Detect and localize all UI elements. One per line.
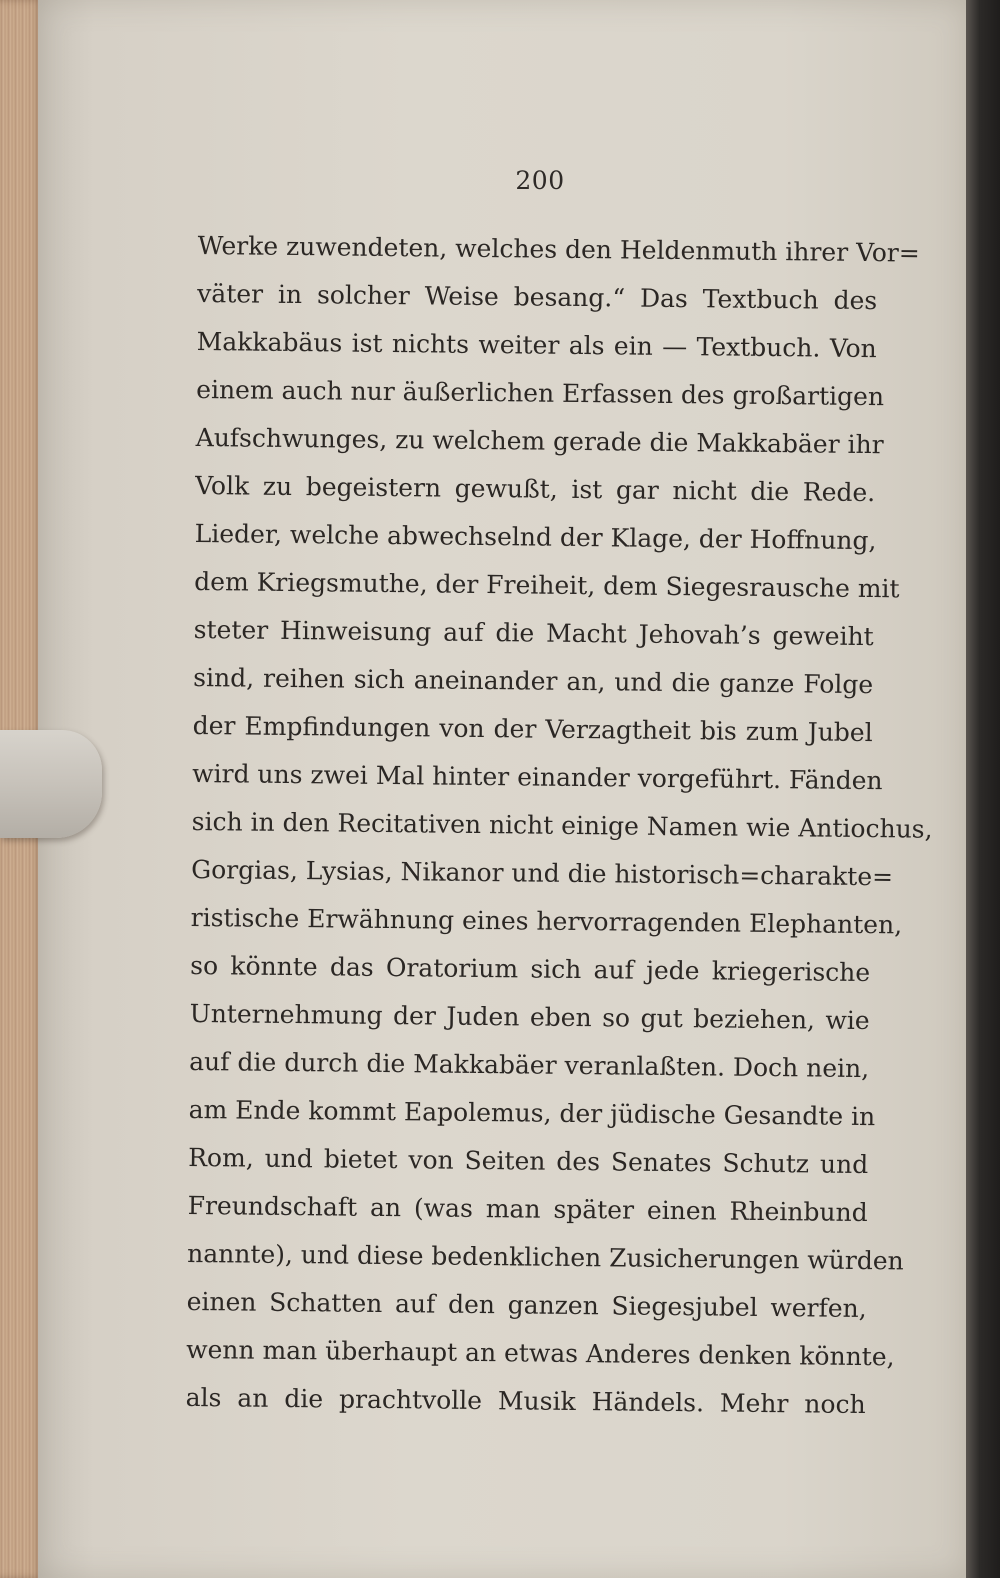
book-edge <box>966 0 1000 1578</box>
text-line: einem auch nur äußerlichen Erfassen des großartigen <box>196 374 885 412</box>
text-line: Aufschwunges, zu welchem gerade die Makkabäer ihr <box>195 422 884 460</box>
text-line: sich in den Recitativen nicht einige Namen wie Antiochus, <box>191 806 933 844</box>
text-line: am Ende kommt Eapolemus, der jüdische Gesandte in <box>188 1094 876 1132</box>
text-line: der Empfindungen von der Verzagtheit bis zum Jubel <box>192 710 873 748</box>
page-number: 200 <box>515 166 565 195</box>
text-line: Gorgias, Lysias, Nikanor und die historisch=charakte= <box>191 854 894 892</box>
text-line: ristische Erwähnung eines hervorragenden Elephanten, <box>190 902 903 940</box>
text-line: Rom, und bietet von Seiten des Senates Schutz und <box>188 1142 869 1180</box>
text-line: väter in solcher Weise besang.“ Das Textbuch des <box>197 278 878 316</box>
body-text <box>185 222 933 1429</box>
bookmark-tab <box>0 730 102 838</box>
text-line: Makkabäus ist nichts weiter als ein — Textbuch. Von <box>196 326 877 364</box>
text-line: dem Kriegsmuthe, der Freiheit, dem Siegesrausche mit <box>194 566 900 604</box>
text-line: einen Schatten auf den ganzen Siegesjubel werfen, <box>186 1286 867 1324</box>
text-line: als an die prachtvolle Musik Händels. Mehr noch <box>185 1382 866 1420</box>
text-line: nannte), und diese bedenklichen Zusicherungen würden <box>187 1238 904 1276</box>
text-line: Freundschaft an (was man später einen Rheinbund <box>187 1190 868 1228</box>
text-line: so könnte das Oratorium sich auf jede kriegerische <box>190 950 871 988</box>
text-line: Lieder, welche abwechselnd der Klage, der Hoffnung, <box>194 518 877 556</box>
text-line: Volk zu begeistern gewußt, ist gar nicht die Rede. <box>195 470 876 508</box>
text-line: auf die durch die Makkabäer veranlaßten. Doch nein, <box>189 1046 870 1084</box>
text-line: Unternehmung der Juden eben so gut beziehen, wie <box>189 998 870 1036</box>
text-line: sind, reihen sich aneinander an, und die ganze Folge <box>193 662 874 700</box>
text-line: steter Hinweisung auf die Macht Jehovah’s geweiht <box>193 614 874 652</box>
text-line: wenn man überhaupt an etwas Anderes denken könnte, <box>186 1334 895 1372</box>
text-line: Werke zuwendeten, welches den Heldenmuth ihrer Vor= <box>197 230 920 268</box>
text-line: wird uns zwei Mal hinter einander vorgeführt. Fänden <box>192 758 883 796</box>
